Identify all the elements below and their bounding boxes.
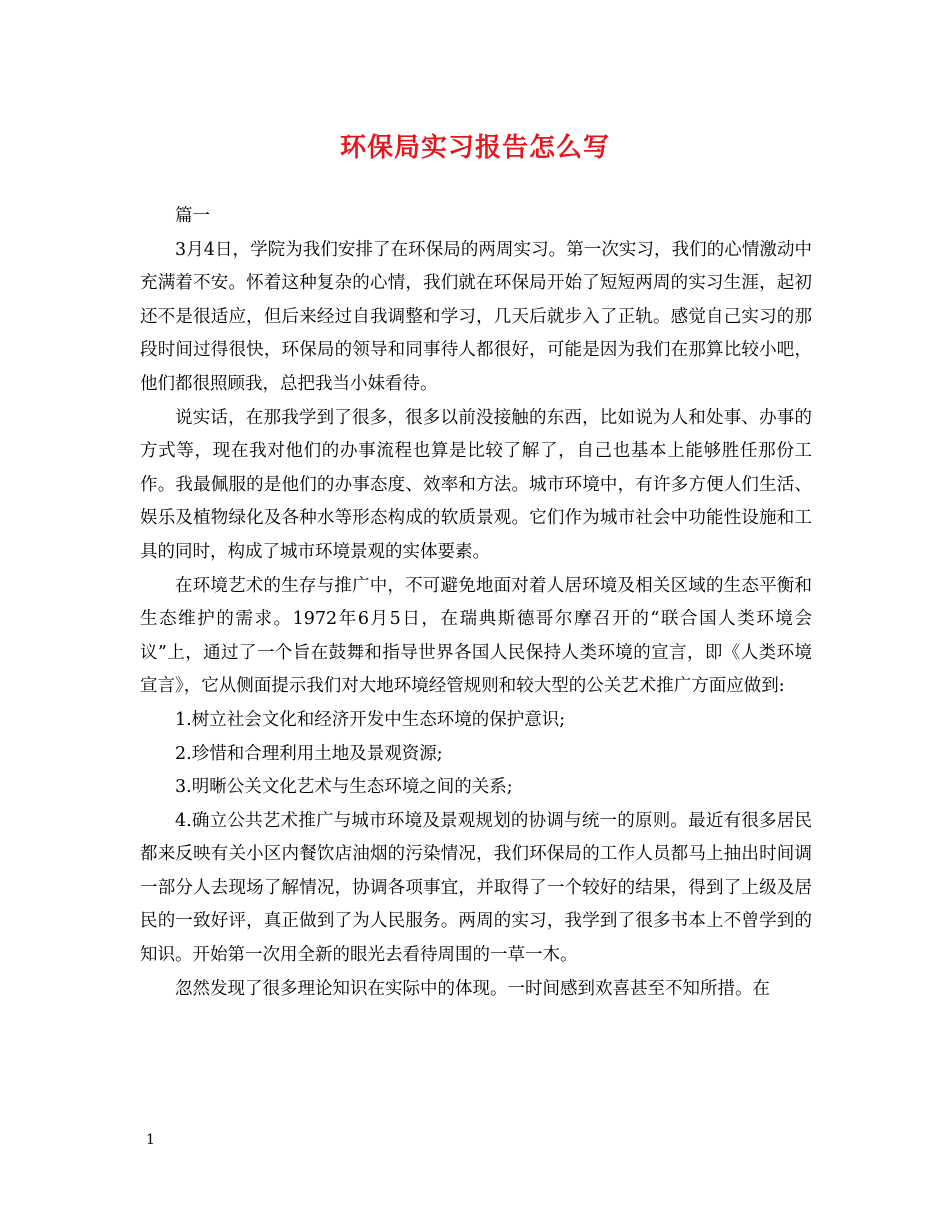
list-item: 4.确立公共艺术推广与城市环境及景观规划的协调与统一的原则。最近有很多居民都来反映有关小区内餐饮店油烟的污染情况，我们环保局的工作人员都马上抽出时间调一部分人去现场了解情况，协调各项事宜，并取得了一个较好的结果，得到了上级及居民的一致好评，真正做到了为人民服务。两周的实习，我学到了很多书本上不曾学到的知识。开始第一次用全新的眼光去看待周围的一草一木。: [140, 810, 812, 966]
list-item: 2.珍惜和合理利用土地及景观资源;: [175, 743, 443, 764]
list-item: 1.树立社会文化和经济开发中生态环境的保护意识;: [175, 709, 566, 730]
paragraph: 说实话，在那我学到了很多，很多以前没接触的东西，比如说为人和处事、办事的方式等，现在我对他们的办事流程也算是比较了解了，自己也基本上能够胜任那份工作。我最佩服的是他们的办事态度、效率和方法。城市环境中，有许多方便人们生活、娱乐及植物绿化及各种水等形态构成的软质景观。它们作为城市社会中功能性设施和工具的同时，构成了城市环境景观的实体要素。: [140, 407, 812, 562]
paragraph: 在环境艺术的生存与推广中，不可避免地面对着人居环境及相关区域的生态平衡和生态维护的需求。1972年6月5日，在瑞典斯德哥尔摩召开的“联合国人类环境会议”上，通过了一个旨在鼓舞和指导世界各国人民保持人类环境的宣言，即《人类环境宣言》，它从侧面提示我们对大地环境经管规则和较大型的公关艺术推广方面应做到:: [140, 575, 812, 697]
document-body: [140, 200, 812, 1006]
paragraph: 忽然发现了很多理论知识在实际中的体现。一时间感到欢喜甚至不知所措。在: [175, 978, 770, 999]
list-item: 3.明晰公关文化艺术与生态环境之间的关系;: [175, 777, 513, 798]
section-heading: 篇一: [175, 206, 210, 226]
paragraph: 3月4日，学院为我们安排了在环保局的两周实习。第一次实习，我们的心情激动中充满着不安。怀着这种复杂的心情，我们就在环保局开始了短短两周的实习生涯，起初还不是很适应，但后来经过自我调整和学习，几天后就步入了正轨。感觉自己实习的那段时间过得很快，环保局的领导和同事待人都很好，可能是因为我们在那算比较小吧，他们都很照顾我，总把我当小妹看待。: [140, 239, 812, 394]
page-number: 1: [146, 1132, 155, 1148]
document-title: 环保局实习报告怎么写: [339, 133, 610, 163]
